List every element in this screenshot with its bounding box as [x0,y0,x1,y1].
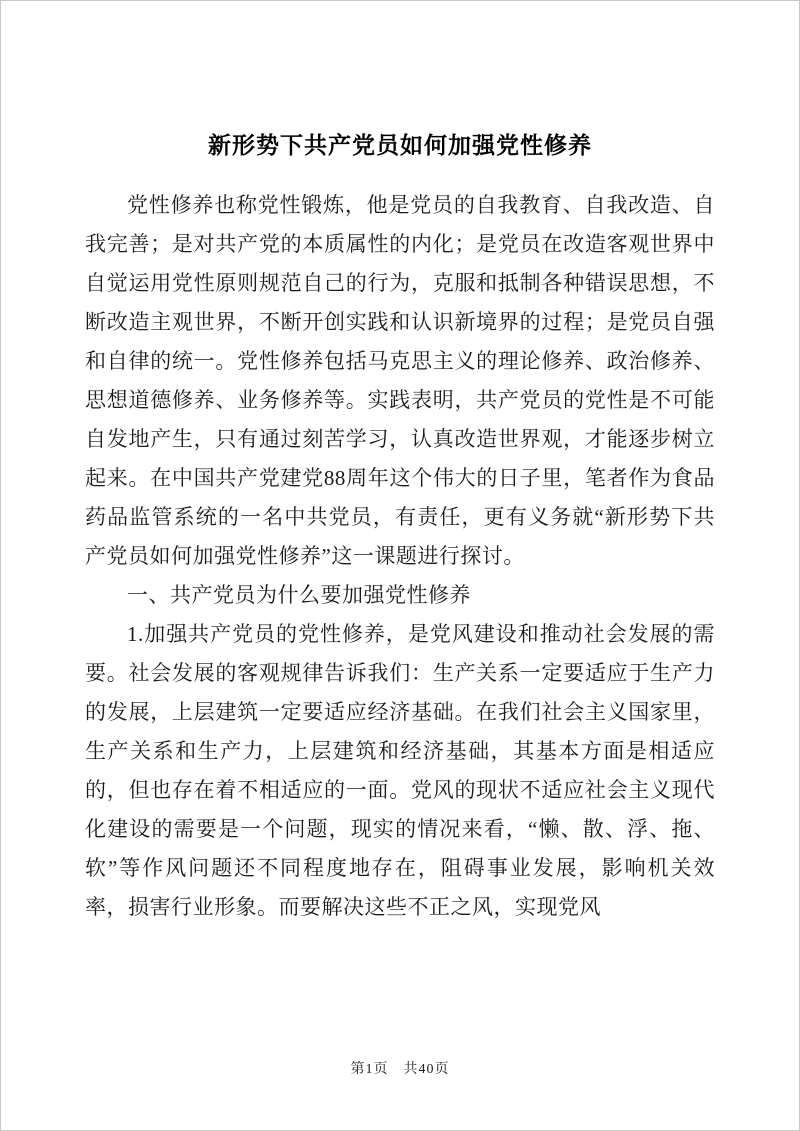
body-paragraph-1: 党性修养也称党性锻炼，他是党员的自我教育、自我改造、自我完善；是对共产党的本质属性的内化；是党员在改造客观世界中自觉运用党性原则规范自己的行为，克服和抵制各种错误思想，不断改造主观世界，不断开创实践和认识新境界的过程；是党员自强和自律的统一。党性修养包括马克思主义的理论修养、政治修养、思想道德修养、业务修养等。实践表明，共产党员的党性是不可能自发地产生，只有通过刻苦学习，认真改造世界观，才能逐步树立起来。在中国共产党建党88周年这个伟大的日子里，笔者作为食品药品监管系统的一名中共党员，有责任，更有义务就“新形势下共产党员如何加强党性修养”这一课题进行探讨。 [85,193,715,568]
document-content [1,1,799,927]
document-title: 新形势下共产党员如何加强党性修养 [208,133,592,158]
body-paragraph-2: 1.加强共产党员的党性修养，是党风建设和推动社会发展的需要。社会发展的客观规律告诉我们：生产关系一定要适应于生产力的发展，上层建筑一定要适应经济基础。在我们社会主义国家里，生产关系和生产力，上层建筑和经济基础，其基本方面是相适应的，但也存在着不相适应的一面。党风的现状不适应社会主义现代化建设的需要是一个问题，现实的情况来看，“懒、散、浮、拖、软”等作风问题还不同程度地存在，阻碍事业发展，影响机关效率，损害行业形象。而要解决这些不正之风，实现党风 [85,622,715,919]
section-heading: 一、共产党员为什么要加强党性修养 [127,583,471,607]
page-number-footer: 第1页 共40页 [350,1062,450,1077]
